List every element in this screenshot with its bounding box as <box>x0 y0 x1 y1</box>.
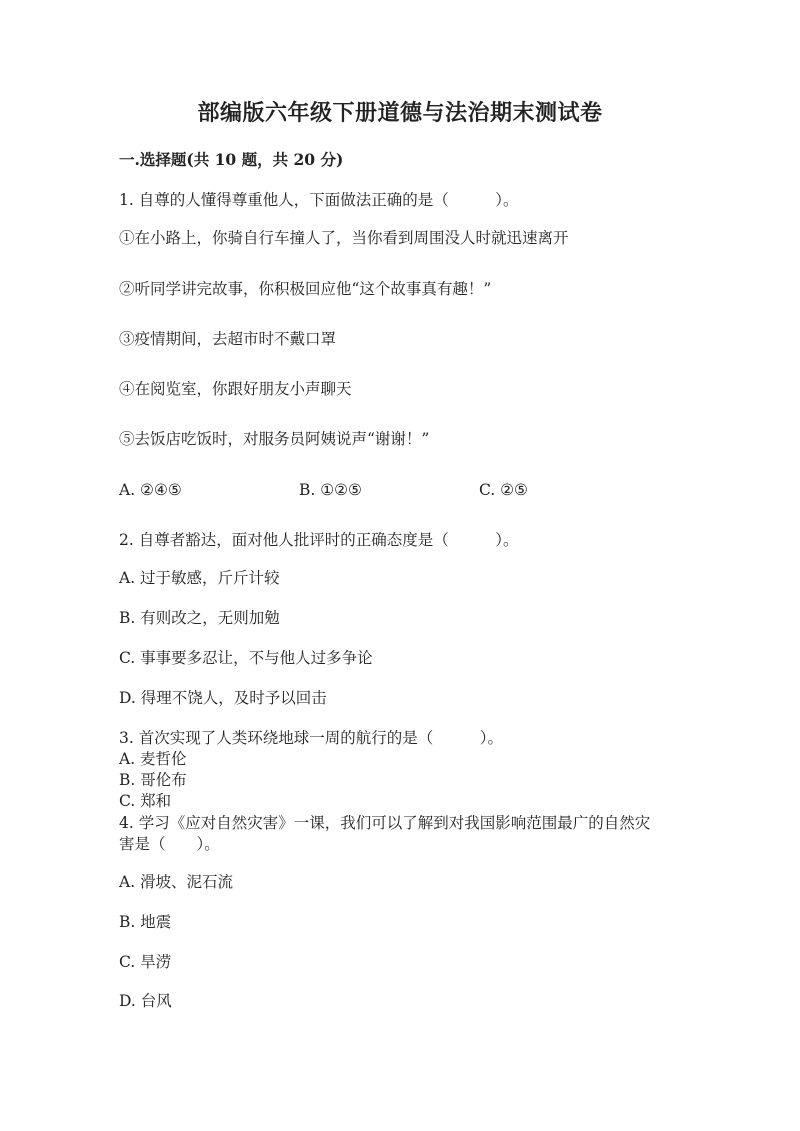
question-3-option-a: A. 麦哲伦 <box>119 750 187 768</box>
question-2-option-b: B. 有则改之，无则加勉 <box>119 609 280 627</box>
question-2-option-a: A. 过于敏感，斤斤计较 <box>119 569 280 587</box>
question-2-option-c: C. 事事要多忍让，不与他人过多争论 <box>119 649 373 667</box>
page-title: 部编版六年级下册道德与法治期末测试卷 <box>197 100 603 126</box>
question-3-option-b: B. 哥伦布 <box>119 771 187 789</box>
question-2-stem: 2. 自尊者豁达，面对他人批评时的正确态度是（ ）。 <box>119 531 519 549</box>
question-1-option-b: B. ①②⑤ <box>299 481 362 499</box>
question-1-item: ③疫情期间，去超市时不戴口罩 <box>119 330 337 348</box>
question-1-item: ⑤去饭店吃饭时，对服务员阿姨说声“谢谢！” <box>119 430 430 448</box>
section-heading: 一.选择题(共 10 题，共 20 分) <box>119 150 344 169</box>
question-3-option-c: C. 郑和 <box>119 792 172 810</box>
question-4-stem-line-1: 4. 学习《应对自然灾害》一课，我们可以了解到对我国影响范围最广的自然灾 <box>119 814 651 832</box>
question-4-stem-line-2: 害是（ ）。 <box>119 835 220 853</box>
question-2-option-d: D. 得理不饶人，及时予以回击 <box>119 689 327 707</box>
question-1-item: ②听同学讲完故事，你积极回应他“这个故事真有趣！” <box>119 280 492 298</box>
question-4-option-b: B. 地震 <box>119 913 172 931</box>
question-1-option-a: A. ②④⑤ <box>119 481 182 499</box>
question-1-stem: 1. 自尊的人懂得尊重他人，下面做法正确的是（ ）。 <box>119 191 519 209</box>
question-1-item: ①在小路上，你骑自行车撞人了，当你看到周围没人时就迅速离开 <box>119 229 569 247</box>
question-4-option-a: A. 滑坡、泥石流 <box>119 873 234 891</box>
question-1-item: ④在阅览室，你跟好朋友小声聊天 <box>119 380 352 398</box>
question-3-stem: 3. 首次实现了人类环绕地球一周的航行的是（ ）。 <box>119 729 503 747</box>
question-4-option-d: D. 台风 <box>119 992 172 1010</box>
question-1-option-c: C. ②⑤ <box>479 481 528 499</box>
question-4-option-c: C. 旱涝 <box>119 953 172 971</box>
